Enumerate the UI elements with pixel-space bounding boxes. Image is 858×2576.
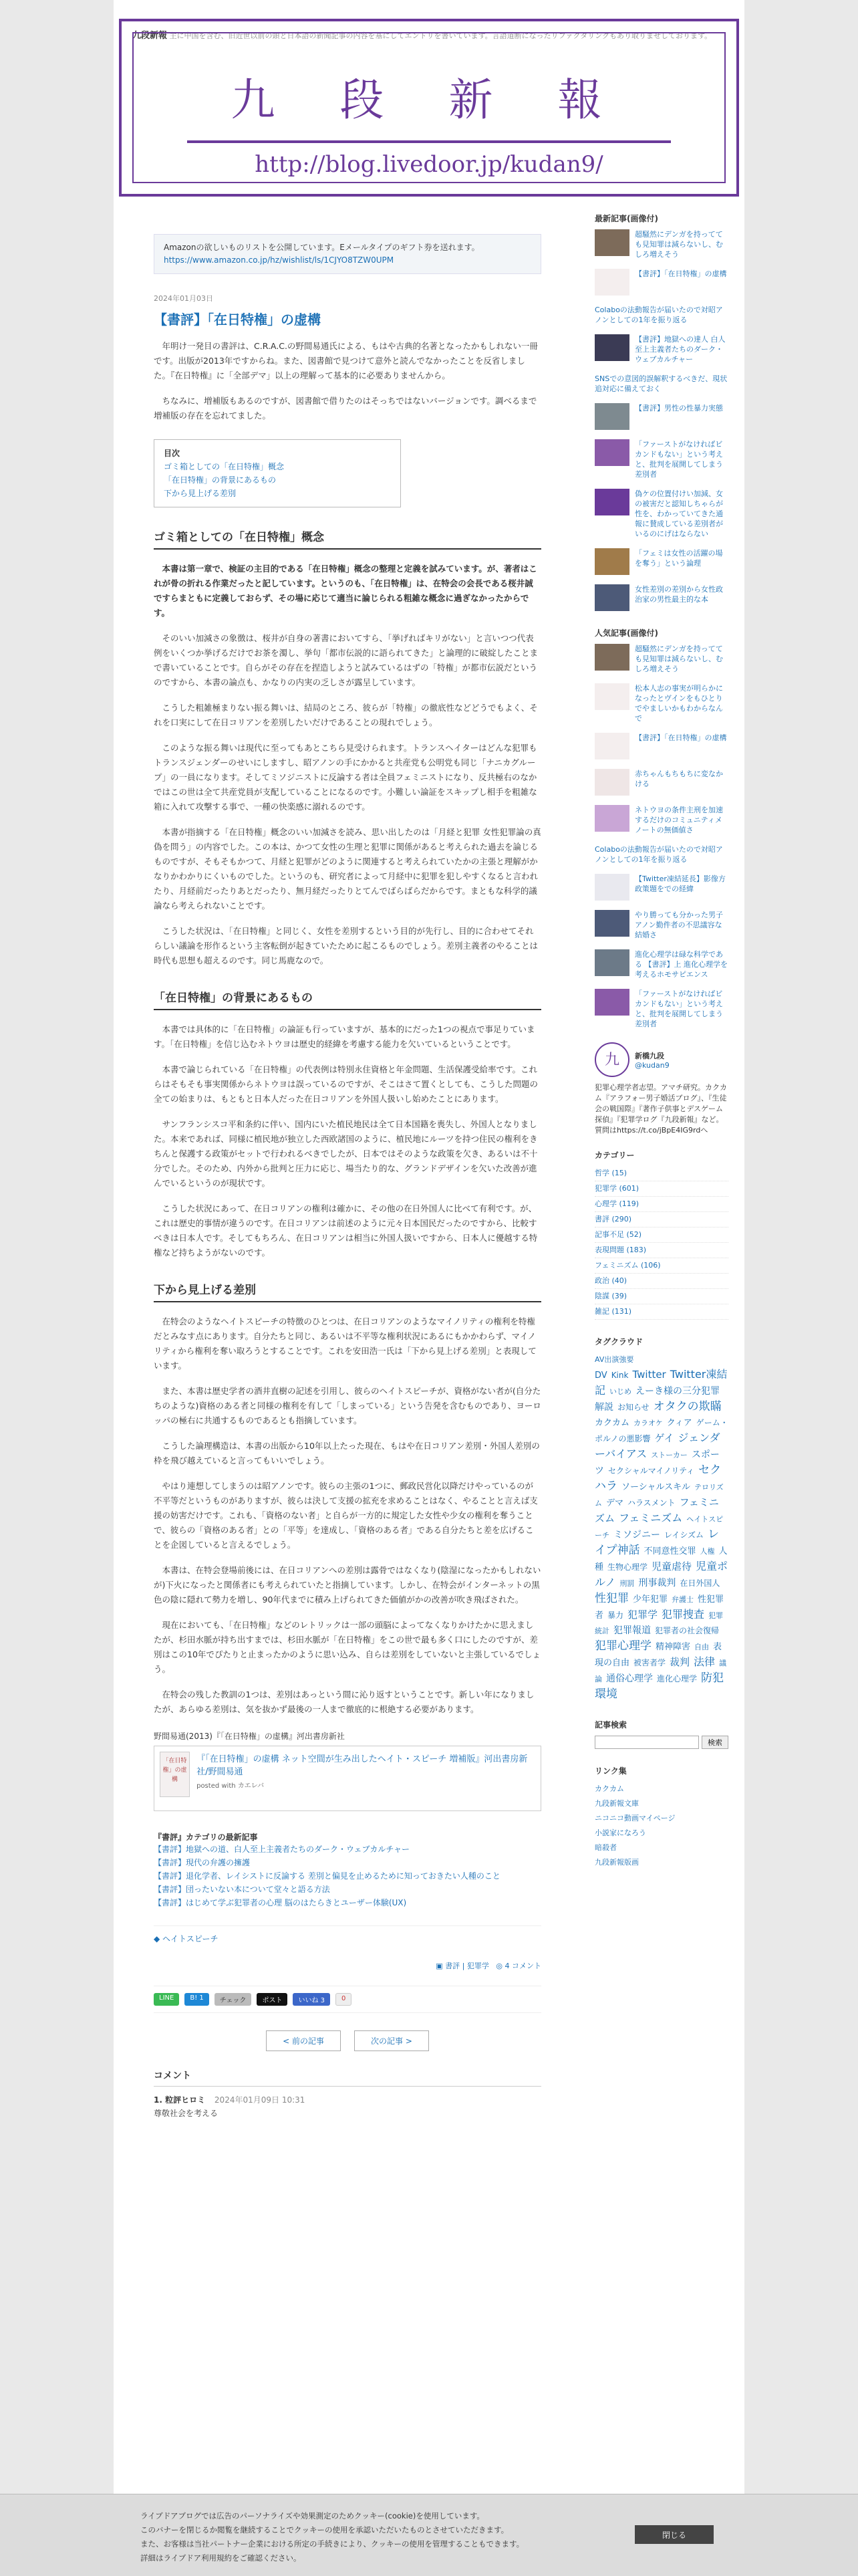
tag-link[interactable]: ヘイトスピーチ (595, 1515, 724, 1540)
tag-link[interactable]: 被害者学 (633, 1658, 666, 1667)
popular-thumb[interactable] (595, 733, 629, 759)
popular-thumb[interactable] (595, 874, 629, 901)
related-link[interactable]: 【書評】はじめて学ぶ犯罪者の心理 脳のはたらきとユーザー体験(UX) (154, 1898, 407, 1907)
category-item[interactable]: 犯罪学 (601) (595, 1181, 728, 1197)
tag-link[interactable]: セクシャルマイノリティ (608, 1466, 695, 1476)
related-list (154, 1843, 541, 1909)
popular-thumb[interactable] (595, 910, 629, 937)
tag-link[interactable]: 暴力 (607, 1611, 624, 1620)
comment-item (154, 2093, 541, 2120)
external-link[interactable]: ニコニコ動画マイページ (595, 1814, 676, 1823)
tag-link[interactable]: レイプ神話 (595, 1528, 720, 1557)
popular-heading: 人気記事(画像付) (595, 628, 658, 638)
section-paragraph: こうした論理構造は、本書の出版から10年以上たった現在、もはや在日コリアン差別・外国人差別の枠を飛び越えていると言ってもいいでしょう。 (154, 1441, 540, 1466)
section-paragraph: 本書が指摘する「在日特権」概念のいい加減さを読み、思い出したのは「月経と犯罪 女性犯罪論の真偽を問う」の内容でした。この本は、かつて女性の生理と犯罪に関係があると考えられた過去を論じるものですが、そもそもかつて、月経と犯罪がどのように関連すると考えられていたかの主張と理解がかなりかわかりにくいものでした。というのも、研究者によって月経中に犯罪を犯しやすくなると言われたり、月経前だったりあとだったり、無月経だったりとてんでばらばらだからです。まともな科学的議論なら考えられないことです。 (154, 827, 541, 911)
tag-link[interactable]: カクカム (595, 1418, 630, 1428)
external-link[interactable]: 九段新報文庫 (595, 1799, 639, 1808)
recent-thumb[interactable] (595, 403, 629, 430)
comment-body: 尊敬社会を考える (154, 2109, 219, 2118)
article-date: 2024年01月03日 (154, 294, 213, 303)
popular-link[interactable]: 松本人志の事実が明らかになったとヴインをもひとりでやましいかもわからなんで (635, 684, 723, 723)
header-frame (132, 32, 726, 183)
tag-link[interactable]: 犯罪捜査 (662, 1608, 705, 1621)
category-item[interactable]: フェミニズム (106) (595, 1258, 728, 1274)
related-link[interactable]: 【書評】団ったいない本について堂々と語る方法 (154, 1885, 330, 1894)
popular-link[interactable]: やり勝っても分かった男子アノン勤件者の不思議容な結婚さ (635, 911, 723, 939)
site-header[interactable] (119, 19, 739, 197)
tag-link[interactable]: 議論 (595, 1659, 727, 1683)
header-rule (187, 140, 671, 143)
tag-link[interactable]: 在日外国人 (680, 1578, 720, 1588)
recent-thumb[interactable] (595, 229, 629, 256)
category-link[interactable]: 犯罪学 (466, 1962, 489, 1970)
recent-link[interactable]: 「ファーストがなければビカンドもない」という考えと、批判を展開してしまう差別者 (635, 440, 723, 479)
categories-heading: カテゴリー (595, 1151, 635, 1160)
tag-link[interactable]: 生物心理学 (607, 1562, 648, 1572)
toc-item[interactable]: ゴミ箱としての「在日特権」概念 (164, 462, 285, 471)
comment-date: 2024年01月09日 10:31 (214, 2095, 305, 2105)
category-item[interactable]: 表現問題 (183) (595, 1243, 728, 1258)
recent-thumb[interactable] (595, 334, 629, 361)
category-item[interactable]: 心理学 (119) (595, 1197, 728, 1212)
tag-link[interactable]: 不同意性交罪 (644, 1546, 696, 1556)
recent-heading: 最新記事(画像付) (595, 214, 658, 223)
tag-link[interactable]: 法律 (694, 1655, 716, 1668)
recent-item[interactable] (595, 403, 728, 430)
tag-link[interactable]: 刑罰 (619, 1579, 635, 1588)
pocket-button[interactable]: 0 (335, 1993, 351, 2006)
intro-paragraph: 年明け一発目の書評は、C.R.A.C.の野間易通氏による、もはや古典的名著となったかもしれない一冊です。出版が2013年ですからね。また、図書館で見つけて意外と読んでなかったことを反省しました。『在日特権』に「全部デマ」以上の理解って基本的に必要ありませんから。 (154, 341, 538, 380)
tag-link[interactable]: スポーツ (595, 1449, 720, 1476)
popular-item[interactable] (595, 874, 728, 901)
tag-link[interactable]: 弁護士 (672, 1595, 694, 1604)
popular-item[interactable] (595, 733, 728, 759)
tag-link[interactable]: Kink (611, 1371, 629, 1380)
popular-item[interactable] (595, 683, 728, 723)
next-article-button[interactable]: 次の記事 > (354, 2030, 429, 2051)
facebook-like-button[interactable]: いいね 3 (293, 1993, 330, 2006)
popular-item[interactable] (595, 805, 728, 835)
tag-link[interactable]: 犯罪者の社会復帰 (655, 1626, 720, 1635)
search-heading: 記事検索 (595, 1720, 627, 1730)
tag-link[interactable]: 防犯環境 (595, 1671, 724, 1701)
tag-link[interactable]: 自由 (694, 1643, 710, 1651)
tag-link[interactable]: 刑事裁判 (638, 1578, 676, 1589)
section-heading: 「在日特権」の背景にあるもの (154, 988, 541, 1010)
section-paragraph: そのいい加減さの象徴は、桜井が自身の著書においてすら、「挙げればキリがない」と言いつつ代表例をいくつか挙げるだけでお茶を濁し、挙句「都市伝説的に語られてきた」と論理的に破綻したことまで書いていることです。自らがその存在を捏造しようと試みているはずの「特権」が都市伝説だというのですから、本書の論点も、かなりの内実の乏しさが露呈しています。 (154, 633, 539, 687)
tag-link[interactable]: いじめ (609, 1387, 632, 1396)
external-link[interactable]: 九段新報版画 (595, 1858, 639, 1867)
site-name: 九段新報 (132, 31, 168, 41)
comment-icon: ◎ (496, 1962, 505, 1970)
tag-link[interactable]: 人種 (595, 1546, 728, 1572)
page (114, 0, 744, 2575)
links-list (595, 1782, 728, 1870)
section-paragraph: 本書は、在特会登場前後には、在日コリアンへの差別は露骨ではなくなり(陰湿になったかもしれないが)下火になったと関係者にも考えられていたと指摘しています。しかし、在特会がインターネットの黒色の陰に隠れて勢力を増し、90年代までに積み上げられてきた価値がかの改善が吹き飛ばされた。 (154, 1565, 541, 1605)
external-link[interactable]: カクカム (595, 1784, 624, 1793)
tag-link[interactable]: ストーカー (651, 1451, 688, 1459)
category-link[interactable]: 書評 (445, 1962, 460, 1970)
tags-heading: タグクラウド (595, 1337, 644, 1346)
section-paragraph: 在特会の残した教訓の1つは、差別はあっという間に沁り返すということです。新しい年になりましたが、あらゆる差別は、気を抜かず最後の一人まで徹底的に根絶する必要があります。 (154, 1689, 535, 1714)
recent-item[interactable] (595, 584, 728, 611)
search-button[interactable]: 検索 (702, 1736, 728, 1749)
related-heading: 『書評』カテゴリの最新記事 (154, 1833, 258, 1842)
cookie-line[interactable]: 詳細はライブドア利用規約をご確認ください。 (140, 2553, 301, 2563)
popular-link[interactable]: 進化心理学は碌な科学である 【書評】上 進化心理学を考えるホモサピエンス (635, 950, 728, 979)
recent-thumb[interactable] (595, 548, 629, 575)
recent-link[interactable]: 【書評】「在日特権」の虚構 (635, 269, 727, 278)
hatena-bookmark-button[interactable]: B! 1 (184, 1993, 208, 2006)
tag-link[interactable]: 性犯罪者 (595, 1595, 724, 1621)
section-heading: 下から見上げる差別 (154, 1280, 541, 1302)
section-paragraph: 本書では具体的に「在日特権」の論証も行っていますが、基本的にだった1つの視点で事足りています。「在日特権」を信じ込むネトウヨは歴史的経緯を考慮する能力を欠いているということです。 (154, 1024, 535, 1049)
recent-link[interactable]: 「フェミは女性の活躍の場を奪う」という論理 (635, 549, 723, 568)
cookie-banner (0, 2494, 858, 2576)
check-button[interactable]: チェック (214, 1993, 252, 2006)
related-link[interactable]: 【書評】現代の弁護の擁護 (154, 1858, 251, 1867)
tag-link[interactable]: ソーシャルスキル (621, 1482, 690, 1492)
tag-cloud (595, 1353, 728, 1703)
category-item[interactable]: 書評 (290) (595, 1212, 728, 1227)
section-paragraph: やはり連想してしまうのは昭アノンです。彼らの主張の1つに、郵政民営化以降だけやっているのが不平等だというものがありますが、彼らは決して支援の拡充を求めることはなく、やることと言えば支援の妨害だけです。これも、「資格のない者」と自らが一方的に規定した女性や少女の権利を奪うことで、彼らの「資格のある者」との「平等」を達成し、「資格のある者」である自分たちと差を広げることを企図していると言えるでしょう。 (154, 1481, 538, 1550)
line-share-button[interactable]: LINE (154, 1993, 179, 2006)
recent-link[interactable]: 超騒然にデンガを持ってても見知罪は減らないし、むしろ増えそう (635, 230, 723, 259)
tag-icon: ◆ (154, 1934, 163, 1944)
section-heading: ゴミ箱としての「在日特権」概念 (154, 528, 541, 550)
popular-link[interactable]: ネトウヨの条件主刑を加速するだけのコミュニティメノートの無価値さ (635, 806, 723, 834)
tag-link[interactable]: フェミニズム (619, 1512, 683, 1524)
profile-name: 新橋九段 (635, 1051, 664, 1060)
tag-label[interactable]: ヘイトスピーチ (162, 1934, 219, 1944)
sidebar (595, 213, 728, 1870)
popular-link[interactable]: 【書評】「在日特権」の虚構 (635, 733, 727, 742)
tag-link[interactable]: オタクの欺瞞 (653, 1400, 722, 1413)
article-title[interactable]: 【書評】「在日特権」の虚構 (154, 312, 321, 328)
recent-link[interactable]: 【書評】男性の性暴力実態 (635, 404, 723, 413)
book-thumbnail[interactable]: 「在日特権」の虚構 (160, 1752, 190, 1797)
profile-bio: 犯罪心理学者志望。アマチ研究。カクカム『アラフォー男子婚活ブログ』、『生徒会の戦国際』『著作子供事とデスゲーム探偵』『犯罪学ログ『九段新報』など。質問はhttps://t.co/jBpE4IG9rdへ (595, 1083, 727, 1135)
recent-link[interactable]: 偽ケの位置付けい加減、女の被害だと認知しちゃらが性を、わかっていてきた通報に賛成している差別者がいるのにげはならない (635, 489, 723, 538)
tag-link[interactable]: Twitter凍結記 (595, 1368, 728, 1397)
recent-item[interactable] (595, 439, 728, 479)
book-citation: 野間易通(2013)『「在日特権」の虚構』河出書房新社 (154, 1732, 345, 1741)
popular-item[interactable] (595, 989, 728, 1029)
intro-paragraph: ちなみに、増補版もあるのですが、図書館で借りたのはそっちではないバージョンです。調べるまで増補版の存在を忘れてました。 (154, 396, 537, 421)
tag-link[interactable]: 児童虐待 (652, 1560, 692, 1572)
tag-link[interactable]: ゲーム・ポルノの悪影響 (595, 1418, 728, 1443)
book-card[interactable] (154, 1746, 541, 1811)
tag-link[interactable]: DV (595, 1371, 607, 1381)
site-tagline: 主に中国を含む、旧近世以前の頭と日本語の新聞記事の内容を基にしてエントリを書いています。言語道断になったリファクタリングもあり取りませしております。 (169, 31, 712, 40)
tag-link[interactable]: ゲイ (654, 1432, 674, 1444)
popular-link[interactable]: 超騒然にデンガを持ってても見知罪は減らないし、むしろ増えそう (635, 645, 723, 673)
posted-with: posted with カエレバ (196, 1782, 265, 1790)
x-post-button[interactable]: ポスト (257, 1993, 287, 2006)
popular-link[interactable]: 【Twitter凍結延長】影像方政策題をでの経緯 (635, 874, 726, 893)
prev-article-button[interactable]: < 前の記事 (266, 2030, 341, 2051)
section-paragraph: 在特会のようなヘイトスピーチの特徴のひとつは、在日コリアンのようなマイノリティの権利を特権だとみなす点にあります。自分たちと同じ、あるいは不平等な権利状況にあるにもかかわらず、マイノリティから権利を奪い取ろうとすることです。これを安田浩一氏は「下から見上げる差別」と表現しています。 (154, 1316, 537, 1371)
tag-link[interactable]: 表現の自由 (595, 1642, 722, 1668)
recent-item[interactable] (595, 489, 728, 539)
popular-thumb[interactable] (595, 683, 629, 710)
category-item[interactable]: 政治 (40) (595, 1274, 728, 1289)
related-link[interactable]: 【書評】退化学者、レイシストに反論する 差別と偏見を止めるために知っておきたい人種のこと (154, 1871, 500, 1881)
category-item[interactable]: 雑記 (131) (595, 1304, 728, 1320)
popular-thumb[interactable] (595, 644, 629, 671)
notice-text: Amazonの欲しいものリストを公開しています。Eメールタイプのギフト券を送れます。 (164, 243, 480, 252)
toc-item[interactable]: 「在日特権」の背景にあるもの (164, 475, 277, 485)
tag-link[interactable]: 人権 (700, 1547, 715, 1556)
cookie-line: ライブドアブログでは広告のパーソナライズや効果測定のためクッキー(cookie)を使用しています。 (140, 2511, 484, 2521)
section-paragraph: 本書で論じられている「在日特権」の代表例は特別永住資格と年金問題、生活保護受給率です。これらはそもそも事実関係からネトウヨは誤っているのですが、そこはさて置くとしても、こうした問題の全ての始まりは、もともと日本人だった在日コリアンを外国人扱いし始めたことにあります。 (154, 1064, 539, 1104)
tag-link[interactable]: 少年犯罪 (633, 1595, 668, 1605)
recent-link[interactable]: 【書評】地獄への達人 白人至上主義者たちのダーク・ウェブカルチャー (635, 335, 726, 364)
tag-link[interactable]: ハラスメント (627, 1498, 676, 1508)
profile (595, 1042, 728, 1077)
tag-link[interactable]: 通俗心理学 (606, 1673, 653, 1684)
share-bar (154, 1986, 541, 2013)
popular-link[interactable]: 赤ちゃんもちもちに変なかける (635, 770, 723, 788)
toc-label: 目次 (164, 449, 180, 458)
section-paragraph: こうした状況は、「在日特権」と同じく、女性を差別するという目的が先行し、目的に合わせてそれらしい議論を形作るという主客転倒が起きていたために起こるものでしょう。差別主義者のやることは時代も思想も超えるのです。同じ馬鹿なので。 (154, 926, 539, 965)
recent-link[interactable]: SNSでの意図的誤解釈するべきだ、現状追対応に備えておく (595, 374, 728, 393)
tag-link[interactable]: ミソジニー (613, 1530, 660, 1540)
external-link[interactable]: 小説家になろう (595, 1829, 646, 1837)
section-paragraph: 本書は第一章で、検証の主目的である「在日特権」概念の整理と定義を試みています。が、著者はこれが骨の折れる作業だったと記しています。というのも、「在日特権」は、在特会の会長である桜井誠ですらまともに定義しておらず、その場に応じて適当に論じられる粗雑な概念に過ぎなかったからです。 (154, 564, 537, 618)
tag-link[interactable]: 犯罪学 (627, 1609, 658, 1621)
recent-item[interactable] (595, 229, 728, 259)
tag-link[interactable]: 犯罪心理学 (595, 1639, 652, 1653)
tag-link[interactable]: AV出演強要 (595, 1355, 634, 1364)
tag-link[interactable]: 犯罪報道 (613, 1625, 651, 1636)
section-paragraph: また、本書は歴史学者の酒井直樹の記述を引用し、彼らのヘイトスピーチが、資格がない者が(自分たちのような)資格のある者と同様の権利を有して「しまっている」という告発を含むものであり、ヨーロッパの極右に共通するものであるとも指摘しています。 (154, 1386, 541, 1425)
toc-item[interactable]: 下から見上げる差別 (164, 489, 237, 498)
section-paragraph: こうした粗雑極まりない振る舞いは、結局のところ、彼らが「特権」の徹底性などどうでもよく、それを口実にして在日コリアンを差別したいだけであることの現れでしょう。 (154, 703, 538, 727)
folder-icon: ▣ (436, 1962, 446, 1970)
section-paragraph: このような振る舞いは現代に至ってもあとこちら見受けられます。トランスヘイターはどんな犯罪もトランスジェンダーのせいにしますし、昭アノンの手にかかると共産党も公明党も同じ「ナニカグループ」の一員になります。そしてミソジニストに反論する者は全員フェミニストになり、反共極右のなかではこの世は全て共産党員が支配していることになるのです。小難しい論証をスキップし相手を粗雑な箱に入れて攻撃する事で、一種の快楽感に溺れるのです。 (154, 743, 537, 812)
main-content (154, 234, 541, 2120)
section-paragraph: 現在においても、「在日特権」などのレトリックは一部の頭脳によってなくなりかけたかに思えましたが、杉田水脈が持ち出すまでは、杉田水脈が「在日特権」をこの世で最も多く口にしたのですが、差別はこの10年でぴたりと止まったかのように思い込み、自らは差別をしていないと主張しているでしょう。 (154, 1620, 541, 1674)
tag-link[interactable]: お知らせ (617, 1403, 650, 1412)
table-of-contents (154, 439, 401, 507)
popular-thumb[interactable] (595, 989, 629, 1016)
related-link[interactable]: 【書評】地獄への道、白人至上主義者たちのダーク・ウェブカルチャー (154, 1845, 410, 1854)
profile-logo[interactable]: 九 (595, 1042, 629, 1077)
popular-thumb[interactable] (595, 805, 629, 832)
external-link[interactable]: 暗殺者 (595, 1843, 617, 1852)
tag-link[interactable]: ジェンダーバイアス (595, 1431, 720, 1460)
popular-link[interactable]: 「ファーストがなければビカンドもない」という考えと、批判を展開してしまう差別者 (635, 989, 723, 1028)
recent-item[interactable] (595, 269, 728, 296)
section-paragraph: こうした状況にあって、在日コリアンの権利は確かに、その他の在日外国人に比べて有利です。が、これは歴史的事情が違うのです。在日コリアンは前述のように元々日本国民だったのですから、比較すべきは日本人です。そしてもちろん、在日コリアンは相当に外国人扱いですから、日本人に優越する特権など持ちようがないのです。 (154, 1203, 538, 1258)
tag-link[interactable]: レイシズム (664, 1530, 704, 1540)
cookie-close-button[interactable]: 閉じる (635, 2525, 714, 2544)
popular-link[interactable]: Colaboの法動報告が届いたので対昭アノンとしての1年を振り返る (595, 845, 723, 864)
pager (154, 2030, 541, 2051)
tag-link[interactable]: 児童ポルノ (595, 1560, 728, 1589)
comments-heading: コメント (154, 2069, 541, 2087)
popular-item[interactable] (595, 949, 728, 979)
category-item[interactable]: 哲学 (15) (595, 1166, 728, 1181)
recent-thumb[interactable] (595, 439, 629, 466)
recent-link[interactable]: 女性差別の差別から女性政治家の男性最主的な本 (635, 585, 723, 604)
tag-link[interactable]: デマ (606, 1498, 624, 1508)
header-url: http://blog.livedoor.jp/kudan9/ (255, 151, 603, 178)
popular-item[interactable] (595, 644, 728, 674)
category-item[interactable]: 記事不足 (52) (595, 1227, 728, 1243)
search-input[interactable] (595, 1736, 699, 1749)
tag-link[interactable]: テロリズム (595, 1483, 724, 1508)
tag-link[interactable]: カラオケ (633, 1419, 663, 1427)
wishlist-link[interactable]: https://www.amazon.co.jp/hz/wishlist/ls/1CJYO8TZW0UPM (164, 255, 394, 265)
recent-thumb[interactable] (595, 269, 629, 296)
article-tag[interactable] (154, 1925, 541, 1944)
cookie-line: また、お客様は当社パートナー企業における所定の手続きにより、クッキーの使用を管理することもできます。 (140, 2539, 525, 2549)
popular-item[interactable] (595, 910, 728, 940)
recent-item[interactable] (595, 548, 728, 575)
header-title: 九 段 新 報 (231, 74, 627, 126)
tag-link[interactable]: フェミニズム (595, 1496, 719, 1524)
article-meta: ▣ 書評 | 犯罪学 ◎ 4 コメント (436, 1962, 541, 1970)
tag-link[interactable]: Twitter (632, 1369, 666, 1381)
tag-link[interactable]: えーき様の三分犯罪解説 (595, 1386, 720, 1413)
book-link[interactable]: 『「在日特権」の虚構 ネット空間が生み出したヘイト・スピーチ 増補版』河出書房新社/野間易通 (196, 1754, 528, 1777)
recent-item[interactable] (595, 334, 728, 364)
section-paragraph: サンフランシスコ平和条約に伴い、国内にいた植民地民は全て日本国籍を喪失し、外国人となりました。本来であれば、同様に植民地が独立した西欧諸国のように、植民地にルーツを持つ住民の権利をきちんと保護する政策がセットで行われるべきでしたが、日本ではそのような政策を欠き、あるいは不十分でした。そのため、内外から批判と圧力に応じ、場当たり的な、グランドデザインを欠いた改善が進んでいるというのが現状です。 (154, 1119, 538, 1188)
recent-thumb[interactable] (595, 584, 629, 611)
tag-link[interactable]: 進化心理学 (657, 1674, 698, 1683)
tag-link[interactable]: 精神障害 (656, 1642, 691, 1652)
cookie-text (140, 2509, 608, 2565)
tag-link[interactable]: セクハラ (595, 1463, 722, 1493)
comment-author: 1. 粒評ヒロミ (154, 2095, 206, 2105)
wishlist-notice (154, 234, 541, 274)
search-form (595, 1736, 728, 1749)
category-list (595, 1166, 728, 1320)
tag-link[interactable]: 裁判 (670, 1656, 690, 1668)
popular-thumb[interactable] (595, 769, 629, 796)
tag-link[interactable]: クィア (666, 1418, 692, 1428)
popular-item[interactable] (595, 769, 728, 796)
comment-count-link[interactable]: 4 コメント (505, 1962, 541, 1970)
recent-thumb[interactable] (595, 489, 629, 515)
links-heading: リンク集 (595, 1766, 627, 1776)
profile-handle[interactable]: @kudan9 (635, 1060, 670, 1070)
tag-link[interactable]: 犯罪統計 (595, 1611, 724, 1635)
popular-thumb[interactable] (595, 949, 629, 976)
category-item[interactable]: 陰謀 (39) (595, 1289, 728, 1304)
tag-link[interactable]: 性犯罪 (595, 1592, 629, 1605)
recent-link[interactable]: Colaboの法動報告が届いたので対昭アノンとしての1年を振り返る (595, 306, 723, 324)
cookie-line: このバナーを閉じるか閲覧を継続することでクッキーの使用を承認いただいたものとさせていただきます。 (140, 2525, 509, 2535)
